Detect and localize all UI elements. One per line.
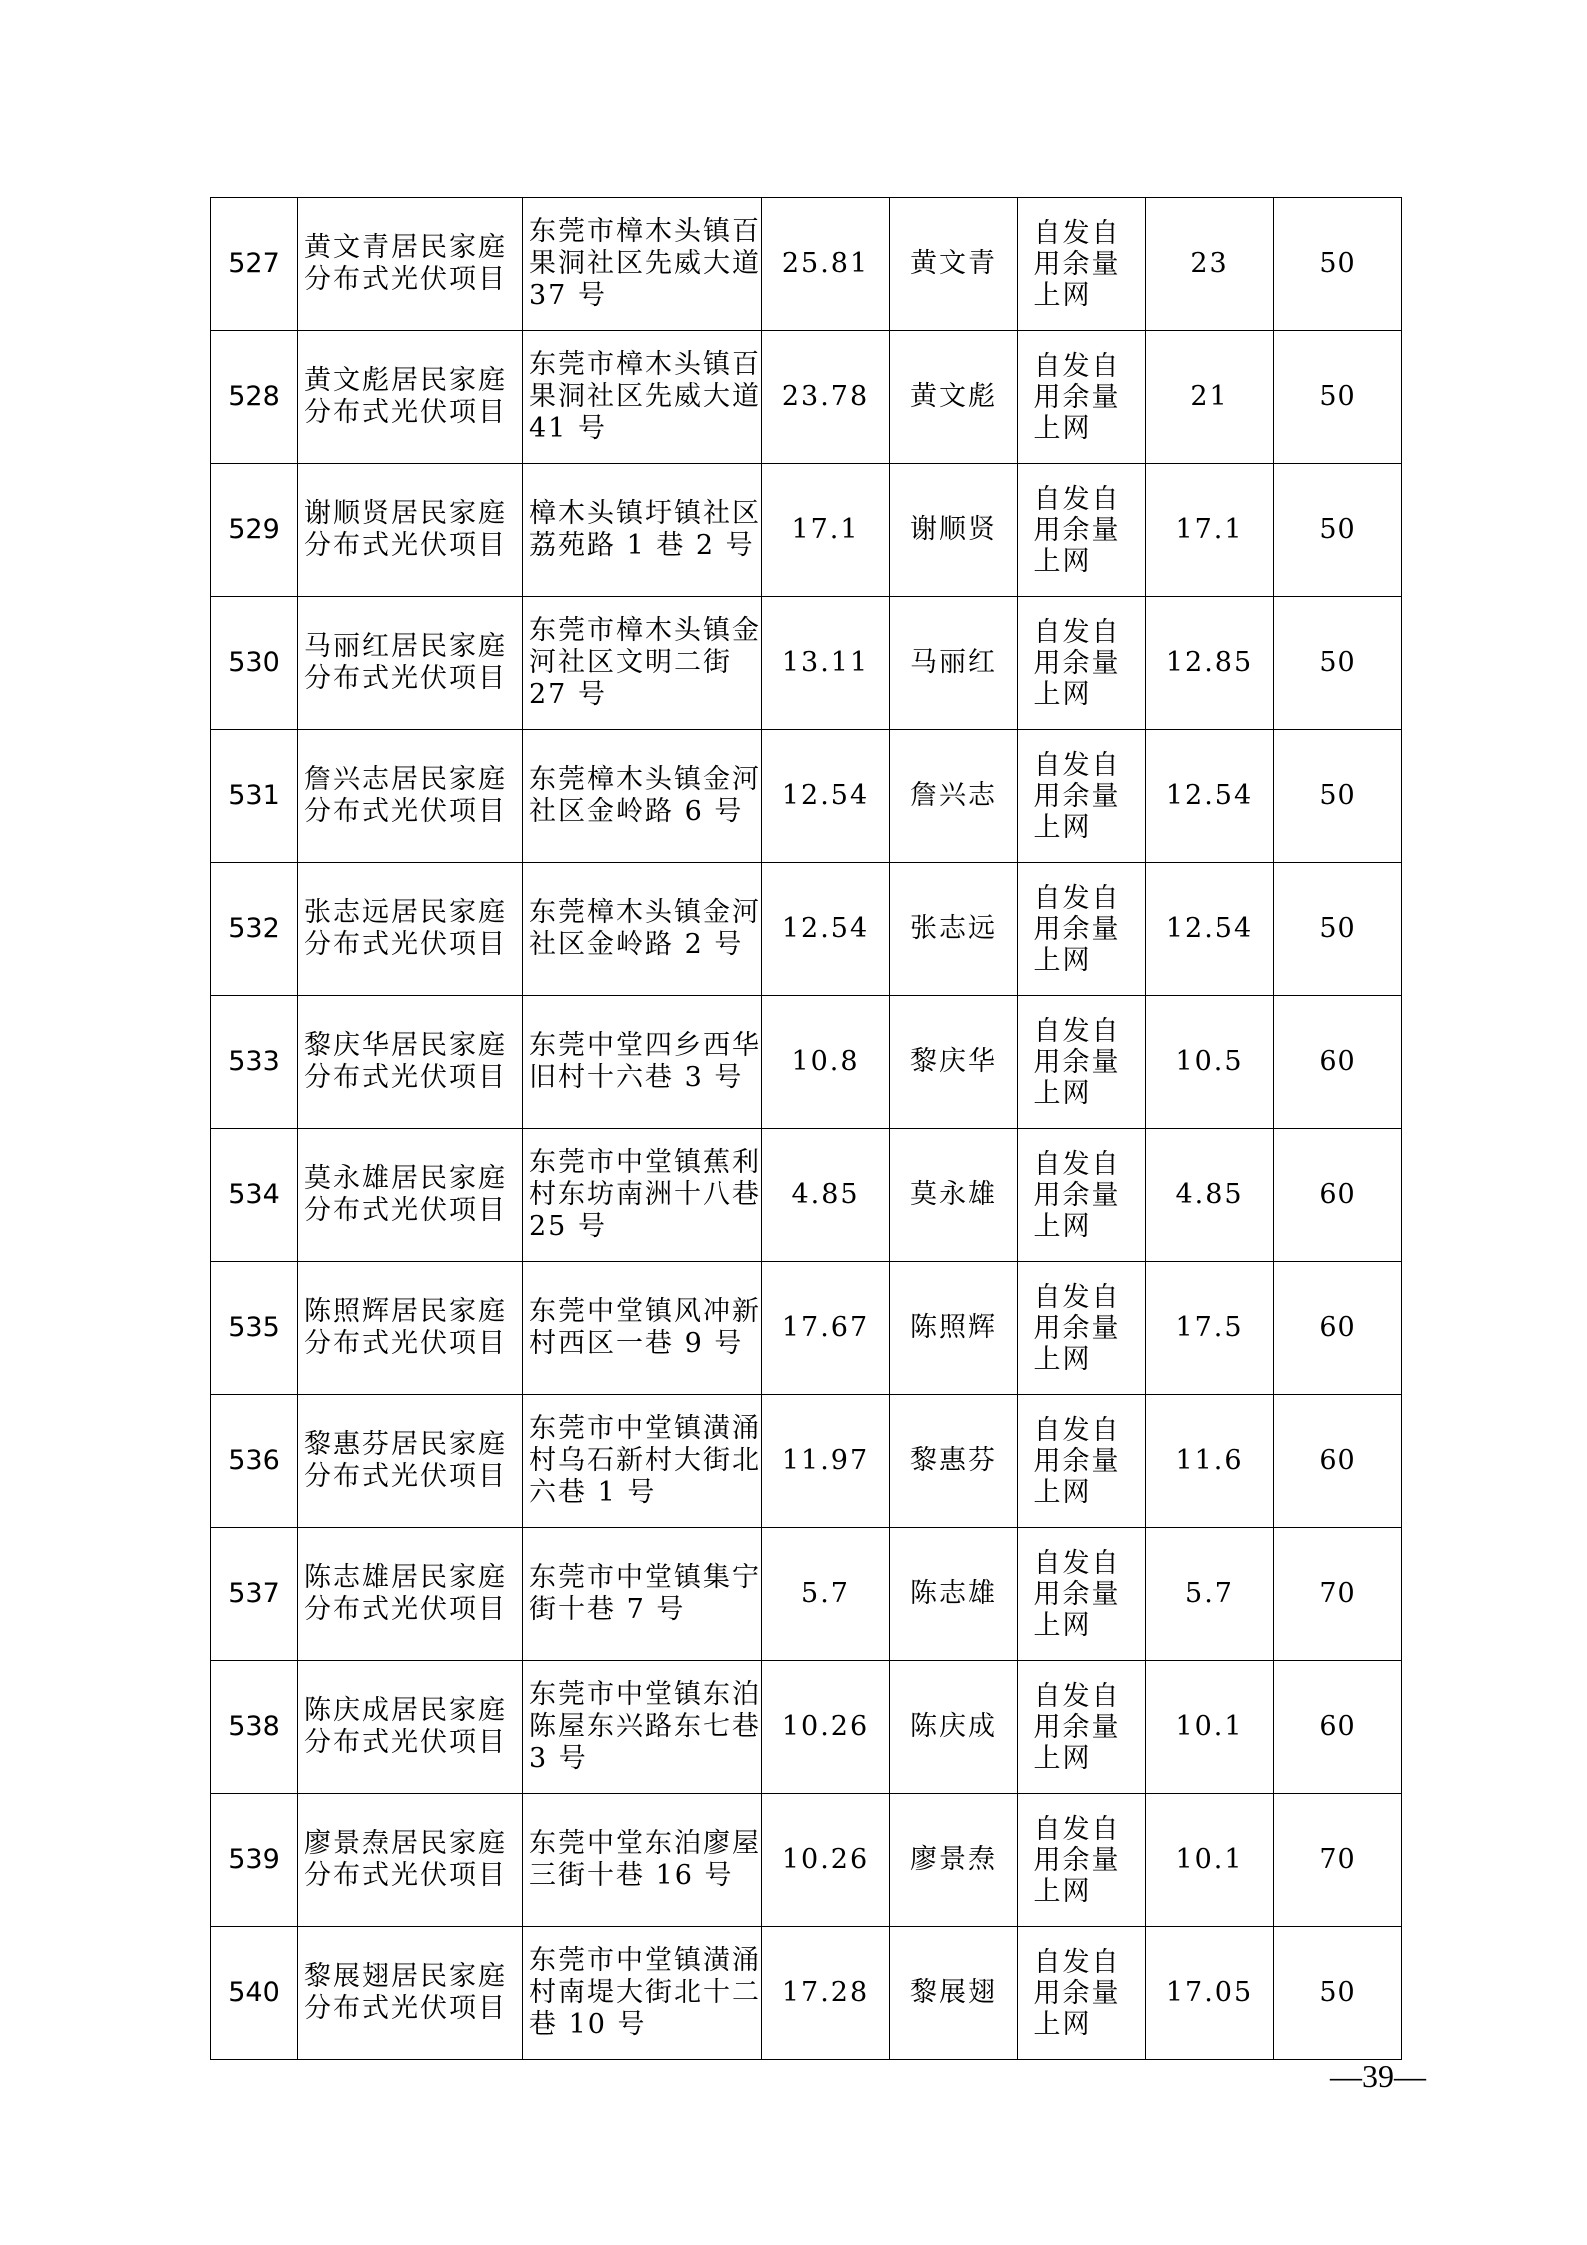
years-value-cell <box>1274 1794 1402 1927</box>
years-value: 50 <box>1319 913 1356 944</box>
grid-connection-mode-cell <box>1018 1528 1146 1661</box>
project-address-cell <box>523 597 762 730</box>
grid-capacity-cell <box>1146 863 1274 996</box>
grid-connection-mode-cell <box>1018 1129 1146 1262</box>
project-address: 东莞樟木头镇金河社区金岭路 6 号 <box>529 764 761 827</box>
owner-name-cell <box>890 1661 1018 1794</box>
project-name-cell <box>298 1129 523 1262</box>
owner-name-cell <box>890 1794 1018 1927</box>
row-number: 529 <box>228 514 280 545</box>
years-value: 60 <box>1319 1046 1356 1077</box>
row-number-cell <box>211 331 298 464</box>
project-address: 东莞中堂镇风冲新村西区一巷 9 号 <box>529 1296 761 1359</box>
owner-name: 黄文青 <box>910 248 997 279</box>
years-value: 50 <box>1319 381 1356 412</box>
grid-connection-mode-cell <box>1018 863 1146 996</box>
project-address: 东莞市中堂镇集宁街十巷 7 号 <box>529 1562 761 1625</box>
row-number-cell <box>211 863 298 996</box>
owner-name-cell <box>890 730 1018 863</box>
project-address-cell <box>523 1395 762 1528</box>
project-address: 东莞市中堂镇潢涌村乌石新村大街北六巷 1 号 <box>529 1413 761 1508</box>
project-name: 黎展翅居民家庭分布式光伏项目 <box>304 1961 507 2024</box>
grid-connection-mode-cell <box>1018 996 1146 1129</box>
row-number-cell <box>211 1262 298 1395</box>
years-value-cell <box>1274 863 1402 996</box>
table-row <box>211 464 1402 597</box>
grid-connection-mode: 自发自用余量上网 <box>1033 1281 1121 1375</box>
row-number: 531 <box>228 780 280 811</box>
years-value-cell <box>1274 331 1402 464</box>
project-name-cell <box>298 198 523 331</box>
owner-name-cell <box>890 1395 1018 1528</box>
table-row <box>211 1129 1402 1262</box>
years-value: 50 <box>1319 647 1356 678</box>
project-name-cell <box>298 863 523 996</box>
owner-name: 廖景焘 <box>910 1844 997 1875</box>
installed-capacity: 12.54 <box>781 780 870 811</box>
installed-capacity: 10.26 <box>781 1844 870 1875</box>
page-number: —39— <box>1330 2058 1426 2094</box>
row-number: 538 <box>228 1711 280 1742</box>
years-value: 60 <box>1319 1312 1356 1343</box>
project-name: 马丽红居民家庭分布式光伏项目 <box>304 631 507 694</box>
project-address: 东莞樟木头镇金河社区金岭路 2 号 <box>529 897 761 960</box>
grid-connection-mode-cell <box>1018 730 1146 863</box>
project-name: 詹兴志居民家庭分布式光伏项目 <box>304 764 507 827</box>
grid-connection-mode: 自发自用余量上网 <box>1033 749 1121 843</box>
grid-connection-mode-cell <box>1018 1927 1146 2060</box>
grid-capacity: 17.05 <box>1165 1977 1254 2008</box>
years-value-cell <box>1274 1927 1402 2060</box>
table-row <box>211 198 1402 331</box>
grid-connection-mode: 自发自用余量上网 <box>1033 882 1121 976</box>
project-name-cell <box>298 996 523 1129</box>
row-number: 532 <box>228 913 280 944</box>
owner-name: 陈庆成 <box>910 1711 997 1742</box>
row-number-cell <box>211 464 298 597</box>
installed-capacity: 11.97 <box>781 1445 870 1476</box>
project-name-cell <box>298 1528 523 1661</box>
installed-capacity-cell <box>762 1528 890 1661</box>
row-number-cell <box>211 198 298 331</box>
installed-capacity-cell <box>762 464 890 597</box>
grid-connection-mode-cell <box>1018 1794 1146 1927</box>
table-row <box>211 730 1402 863</box>
owner-name-cell <box>890 464 1018 597</box>
years-value: 50 <box>1319 248 1356 279</box>
table-row <box>211 1794 1402 1927</box>
installed-capacity: 10.8 <box>791 1046 860 1077</box>
owner-name-cell <box>890 996 1018 1129</box>
grid-capacity-cell <box>1146 1528 1274 1661</box>
grid-connection-mode-cell <box>1018 597 1146 730</box>
years-value: 50 <box>1319 1977 1356 2008</box>
years-value-cell <box>1274 464 1402 597</box>
owner-name-cell <box>890 1262 1018 1395</box>
project-name-cell <box>298 1661 523 1794</box>
owner-name: 陈照辉 <box>910 1312 997 1343</box>
project-address-cell <box>523 1262 762 1395</box>
project-name: 陈庆成居民家庭分布式光伏项目 <box>304 1695 507 1758</box>
owner-name-cell <box>890 863 1018 996</box>
table-row <box>211 863 1402 996</box>
grid-capacity: 21 <box>1190 381 1229 412</box>
row-number: 540 <box>228 1977 280 2008</box>
project-address-cell <box>523 1794 762 1927</box>
row-number-cell <box>211 1395 298 1528</box>
project-address-cell <box>523 1129 762 1262</box>
grid-capacity-cell <box>1146 464 1274 597</box>
grid-capacity-cell <box>1146 1262 1274 1395</box>
row-number: 528 <box>228 381 280 412</box>
years-value-cell <box>1274 597 1402 730</box>
owner-name-cell <box>890 1528 1018 1661</box>
years-value-cell <box>1274 1395 1402 1528</box>
owner-name: 黎庆华 <box>910 1046 997 1077</box>
table-row <box>211 1661 1402 1794</box>
grid-connection-mode-cell <box>1018 1661 1146 1794</box>
years-value: 50 <box>1319 514 1356 545</box>
years-value: 70 <box>1319 1578 1356 1609</box>
grid-capacity-cell <box>1146 597 1274 730</box>
project-address: 樟木头镇圩镇社区荔苑路 1 巷 2 号 <box>529 498 761 561</box>
project-address-cell <box>523 331 762 464</box>
installed-capacity: 17.28 <box>781 1977 870 2008</box>
owner-name: 谢顺贤 <box>910 514 997 545</box>
row-number: 539 <box>228 1844 280 1875</box>
table-row <box>211 1927 1402 2060</box>
grid-connection-mode: 自发自用余量上网 <box>1033 1680 1121 1774</box>
project-name: 黄文彪居民家庭分布式光伏项目 <box>304 365 507 428</box>
project-name: 陈志雄居民家庭分布式光伏项目 <box>304 1562 507 1625</box>
grid-capacity: 23 <box>1190 248 1229 279</box>
grid-capacity: 4.85 <box>1175 1179 1244 1210</box>
table-row <box>211 1262 1402 1395</box>
project-name-cell <box>298 1262 523 1395</box>
installed-capacity: 23.78 <box>781 381 870 412</box>
row-number-cell <box>211 1129 298 1262</box>
row-number: 534 <box>228 1179 280 1210</box>
project-name-cell <box>298 1395 523 1528</box>
project-address: 东莞中堂四乡西华旧村十六巷 3 号 <box>529 1030 761 1093</box>
owner-name-cell <box>890 597 1018 730</box>
project-address-cell <box>523 1661 762 1794</box>
grid-capacity-cell <box>1146 331 1274 464</box>
years-value-cell <box>1274 1528 1402 1661</box>
project-address-cell <box>523 730 762 863</box>
installed-capacity-cell <box>762 1661 890 1794</box>
grid-capacity-cell <box>1146 198 1274 331</box>
years-value: 60 <box>1319 1445 1356 1476</box>
table-row <box>211 996 1402 1129</box>
grid-capacity: 17.1 <box>1175 514 1244 545</box>
grid-capacity: 10.1 <box>1175 1711 1244 1742</box>
owner-name-cell <box>890 1129 1018 1262</box>
project-address-cell <box>523 464 762 597</box>
installed-capacity-cell <box>762 597 890 730</box>
installed-capacity-cell <box>762 331 890 464</box>
installed-capacity-cell <box>762 1395 890 1528</box>
grid-capacity-cell <box>1146 1794 1274 1927</box>
grid-capacity-cell <box>1146 1661 1274 1794</box>
project-name: 廖景焘居民家庭分布式光伏项目 <box>304 1828 507 1891</box>
installed-capacity-cell <box>762 996 890 1129</box>
project-name: 黎惠芬居民家庭分布式光伏项目 <box>304 1429 507 1492</box>
grid-capacity: 17.5 <box>1175 1312 1244 1343</box>
grid-connection-mode: 自发自用余量上网 <box>1033 350 1121 444</box>
owner-name-cell <box>890 331 1018 464</box>
row-number: 527 <box>228 248 280 279</box>
grid-capacity: 11.6 <box>1175 1445 1244 1476</box>
grid-capacity: 12.54 <box>1165 913 1254 944</box>
project-table-body <box>211 198 1402 2060</box>
row-number-cell <box>211 1528 298 1661</box>
project-name: 黄文青居民家庭分布式光伏项目 <box>304 232 507 295</box>
project-address-cell <box>523 1927 762 2060</box>
owner-name: 张志远 <box>910 913 997 944</box>
years-value-cell <box>1274 1661 1402 1794</box>
project-address: 东莞市樟木头镇百果洞社区先威大道 37 号 <box>529 216 761 311</box>
row-number: 533 <box>228 1046 280 1077</box>
owner-name: 陈志雄 <box>910 1578 997 1609</box>
row-number-cell <box>211 996 298 1129</box>
grid-connection-mode: 自发自用余量上网 <box>1033 1148 1121 1242</box>
installed-capacity: 17.67 <box>781 1312 870 1343</box>
installed-capacity: 5.7 <box>801 1578 850 1609</box>
table-row <box>211 1528 1402 1661</box>
installed-capacity: 12.54 <box>781 913 870 944</box>
grid-capacity-cell <box>1146 730 1274 863</box>
owner-name: 黎惠芬 <box>910 1445 997 1476</box>
row-number-cell <box>211 730 298 863</box>
years-value: 60 <box>1319 1711 1356 1742</box>
owner-name: 马丽红 <box>910 647 997 678</box>
grid-connection-mode-cell <box>1018 331 1146 464</box>
row-number: 535 <box>228 1312 280 1343</box>
row-number: 530 <box>228 647 280 678</box>
grid-connection-mode: 自发自用余量上网 <box>1033 483 1121 577</box>
grid-connection-mode: 自发自用余量上网 <box>1033 1414 1121 1508</box>
project-name: 谢顺贤居民家庭分布式光伏项目 <box>304 498 507 561</box>
years-value-cell <box>1274 1262 1402 1395</box>
grid-connection-mode: 自发自用余量上网 <box>1033 1813 1121 1907</box>
owner-name: 莫永雄 <box>910 1179 997 1210</box>
grid-capacity-cell <box>1146 1395 1274 1528</box>
grid-connection-mode: 自发自用余量上网 <box>1033 1015 1121 1109</box>
grid-capacity-cell <box>1146 1129 1274 1262</box>
installed-capacity-cell <box>762 1927 890 2060</box>
project-address: 东莞市中堂镇蕉利村东坊南洲十八巷 25 号 <box>529 1147 761 1242</box>
years-value: 70 <box>1319 1844 1356 1875</box>
years-value-cell <box>1274 996 1402 1129</box>
years-value: 60 <box>1319 1179 1356 1210</box>
owner-name: 詹兴志 <box>910 780 997 811</box>
project-name: 黎庆华居民家庭分布式光伏项目 <box>304 1030 507 1093</box>
installed-capacity: 13.11 <box>781 647 870 678</box>
project-address-cell <box>523 198 762 331</box>
grid-connection-mode: 自发自用余量上网 <box>1033 217 1121 311</box>
project-name-cell <box>298 730 523 863</box>
grid-capacity: 12.85 <box>1165 647 1254 678</box>
installed-capacity-cell <box>762 1262 890 1395</box>
project-address-cell <box>523 1528 762 1661</box>
row-number-cell <box>211 1661 298 1794</box>
project-address-cell <box>523 863 762 996</box>
project-address-cell <box>523 996 762 1129</box>
owner-name-cell <box>890 198 1018 331</box>
grid-connection-mode-cell <box>1018 1395 1146 1528</box>
installed-capacity: 10.26 <box>781 1711 870 1742</box>
grid-connection-mode: 自发自用余量上网 <box>1033 616 1121 710</box>
project-name: 陈照辉居民家庭分布式光伏项目 <box>304 1296 507 1359</box>
project-address: 东莞市中堂镇潢涌村南堤大街北十二巷 10 号 <box>529 1945 761 2040</box>
installed-capacity: 4.85 <box>791 1179 860 1210</box>
project-address: 东莞中堂东泊廖屋三街十巷 16 号 <box>529 1828 761 1891</box>
installed-capacity: 17.1 <box>791 514 860 545</box>
table-row <box>211 597 1402 730</box>
installed-capacity-cell <box>762 863 890 996</box>
project-name: 莫永雄居民家庭分布式光伏项目 <box>304 1163 507 1226</box>
grid-capacity: 10.5 <box>1175 1046 1244 1077</box>
row-number: 536 <box>228 1445 280 1476</box>
grid-capacity-cell <box>1146 996 1274 1129</box>
owner-name: 黄文彪 <box>910 381 997 412</box>
grid-connection-mode: 自发自用余量上网 <box>1033 1547 1121 1641</box>
grid-connection-mode: 自发自用余量上网 <box>1033 1946 1121 2040</box>
project-name-cell <box>298 464 523 597</box>
row-number-cell <box>211 1927 298 2060</box>
table-row <box>211 331 1402 464</box>
row-number: 537 <box>228 1578 280 1609</box>
owner-name-cell <box>890 1927 1018 2060</box>
project-name-cell <box>298 1794 523 1927</box>
owner-name: 黎展翅 <box>910 1977 997 2008</box>
installed-capacity-cell <box>762 198 890 331</box>
years-value-cell <box>1274 730 1402 863</box>
project-address: 东莞市樟木头镇金河社区文明二街 27 号 <box>529 615 761 710</box>
grid-connection-mode-cell <box>1018 198 1146 331</box>
grid-connection-mode-cell <box>1018 464 1146 597</box>
project-name: 张志远居民家庭分布式光伏项目 <box>304 897 507 960</box>
grid-capacity: 10.1 <box>1175 1844 1244 1875</box>
row-number-cell <box>211 1794 298 1927</box>
years-value: 50 <box>1319 780 1356 811</box>
row-number-cell <box>211 597 298 730</box>
project-table <box>210 197 1402 2060</box>
project-name-cell <box>298 331 523 464</box>
project-name-cell <box>298 1927 523 2060</box>
installed-capacity-cell <box>762 730 890 863</box>
grid-capacity: 12.54 <box>1165 780 1254 811</box>
grid-capacity-cell <box>1146 1927 1274 2060</box>
grid-capacity: 5.7 <box>1185 1578 1234 1609</box>
table-row <box>211 1395 1402 1528</box>
grid-connection-mode-cell <box>1018 1262 1146 1395</box>
years-value-cell <box>1274 1129 1402 1262</box>
project-name-cell <box>298 597 523 730</box>
project-address: 东莞市樟木头镇百果洞社区先威大道 41 号 <box>529 349 761 444</box>
installed-capacity: 25.81 <box>781 248 870 279</box>
years-value-cell <box>1274 198 1402 331</box>
project-address: 东莞市中堂镇东泊陈屋东兴路东七巷 3 号 <box>529 1679 761 1774</box>
installed-capacity-cell <box>762 1794 890 1927</box>
installed-capacity-cell <box>762 1129 890 1262</box>
